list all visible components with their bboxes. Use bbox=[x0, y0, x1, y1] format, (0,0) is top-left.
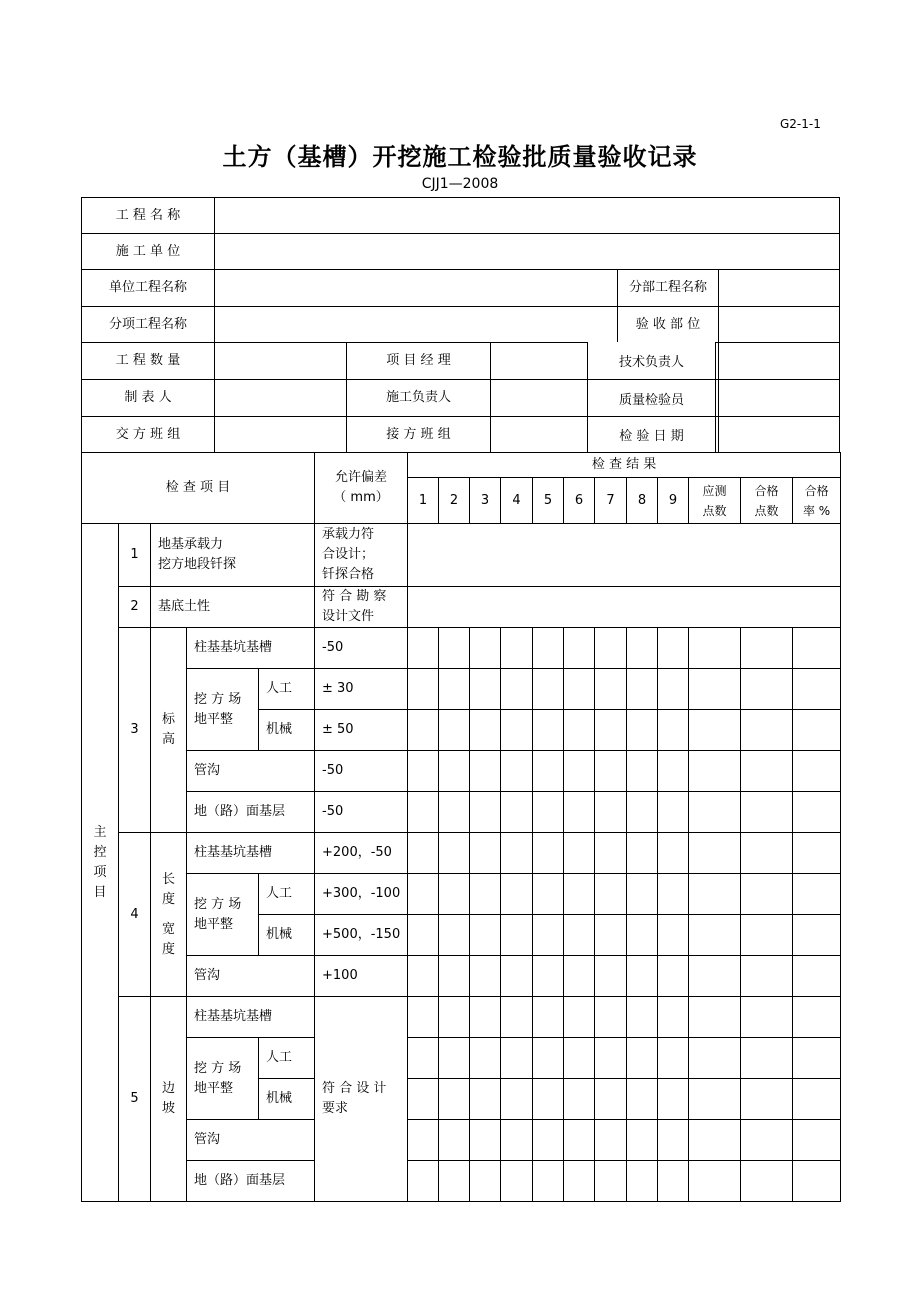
item5-pit: 柱基基坑基槽 bbox=[187, 997, 315, 1038]
cell[interactable] bbox=[793, 1079, 841, 1120]
item4-pit: 柱基基坑基槽 bbox=[187, 833, 315, 874]
cell[interactable] bbox=[689, 1038, 741, 1079]
cell[interactable] bbox=[595, 833, 627, 874]
item2-name: 基底土性 bbox=[151, 587, 315, 628]
cell[interactable] bbox=[533, 1079, 564, 1120]
cell[interactable] bbox=[564, 1120, 595, 1161]
measured-line1: 应测 bbox=[702, 483, 727, 498]
item1-no: 1 bbox=[119, 524, 151, 587]
item1-tolerance bbox=[315, 524, 408, 587]
cell[interactable] bbox=[408, 956, 439, 997]
cell[interactable] bbox=[689, 792, 741, 833]
cell[interactable] bbox=[408, 628, 439, 669]
cell[interactable] bbox=[408, 874, 439, 915]
cell[interactable] bbox=[439, 915, 470, 956]
label-inspection-date: 检 验 日 期 bbox=[587, 417, 716, 452]
cell[interactable] bbox=[501, 1038, 533, 1079]
point-8: 8 bbox=[627, 478, 658, 524]
cell[interactable] bbox=[627, 751, 658, 792]
cell[interactable] bbox=[741, 915, 793, 956]
cell[interactable] bbox=[439, 1038, 470, 1079]
cell[interactable] bbox=[595, 1120, 627, 1161]
cell[interactable] bbox=[741, 956, 793, 997]
inspection-table bbox=[81, 452, 841, 1202]
cell[interactable] bbox=[533, 792, 564, 833]
cell[interactable] bbox=[793, 669, 841, 710]
cell[interactable] bbox=[595, 792, 627, 833]
category-char: 项 bbox=[93, 864, 107, 880]
cell[interactable] bbox=[741, 997, 793, 1038]
cell[interactable] bbox=[595, 669, 627, 710]
value-handover-team[interactable] bbox=[215, 417, 347, 453]
category-char: 主 bbox=[93, 824, 107, 840]
item5-machine: 机械 bbox=[259, 1079, 315, 1120]
value-acceptance-part[interactable] bbox=[719, 307, 840, 343]
cell[interactable] bbox=[595, 710, 627, 751]
cell[interactable] bbox=[689, 710, 741, 751]
cell[interactable] bbox=[793, 833, 841, 874]
cell[interactable] bbox=[533, 1038, 564, 1079]
label-handover-team: 交 方 班 组 bbox=[82, 417, 215, 453]
cell[interactable] bbox=[793, 874, 841, 915]
cell[interactable] bbox=[564, 710, 595, 751]
cell[interactable] bbox=[408, 1120, 439, 1161]
cell[interactable] bbox=[533, 751, 564, 792]
point-4: 4 bbox=[501, 478, 533, 524]
item5-site bbox=[187, 1038, 259, 1120]
cell[interactable] bbox=[408, 669, 439, 710]
cell[interactable] bbox=[439, 997, 470, 1038]
label-project-name: 工 程 名 称 bbox=[82, 198, 215, 234]
cell[interactable] bbox=[658, 792, 689, 833]
cell[interactable] bbox=[501, 1161, 533, 1202]
item4-site bbox=[187, 874, 259, 956]
item1-name bbox=[151, 524, 315, 587]
cell[interactable] bbox=[501, 1079, 533, 1120]
cell[interactable] bbox=[501, 751, 533, 792]
form-code: G2-1-1 bbox=[780, 117, 821, 131]
value-subitem-project[interactable] bbox=[215, 307, 618, 343]
tolerance-line1: 允许偏差 bbox=[335, 470, 388, 485]
cell[interactable] bbox=[689, 874, 741, 915]
item3-group-char: 标 bbox=[161, 712, 175, 727]
label-division-project: 分部工程名称 bbox=[618, 270, 719, 307]
cell[interactable] bbox=[793, 1161, 841, 1202]
cell[interactable] bbox=[501, 792, 533, 833]
cell[interactable] bbox=[627, 628, 658, 669]
item3-manual: 人工 bbox=[259, 669, 315, 710]
cell[interactable] bbox=[564, 1161, 595, 1202]
value-contractor[interactable] bbox=[215, 234, 840, 270]
item5-road: 地（路）面基层 bbox=[187, 1161, 315, 1202]
cell[interactable] bbox=[627, 956, 658, 997]
cell[interactable] bbox=[501, 710, 533, 751]
cell[interactable] bbox=[408, 792, 439, 833]
cell[interactable] bbox=[793, 956, 841, 997]
label-quality-inspector: 质量检验员 bbox=[587, 380, 716, 416]
rate-line1: 合格 bbox=[804, 483, 829, 498]
value-quantity[interactable] bbox=[215, 343, 347, 380]
cell[interactable] bbox=[627, 874, 658, 915]
category-char: 控 bbox=[93, 844, 107, 860]
standard-code: CJJ1—2008 bbox=[421, 176, 499, 192]
label-subitem-project: 分项工程名称 bbox=[82, 307, 215, 343]
point-5: 5 bbox=[533, 478, 564, 524]
cell[interactable] bbox=[595, 1161, 627, 1202]
cell[interactable] bbox=[658, 915, 689, 956]
measured-line2: 点数 bbox=[702, 503, 727, 518]
cell[interactable] bbox=[741, 874, 793, 915]
item3-ditch-tol: -50 bbox=[315, 751, 408, 792]
cell[interactable] bbox=[439, 792, 470, 833]
cell[interactable] bbox=[470, 1120, 501, 1161]
right-label-column bbox=[587, 342, 715, 453]
cell[interactable] bbox=[627, 1079, 658, 1120]
quality-inspector-cell bbox=[719, 380, 840, 417]
item5-no: 5 bbox=[119, 997, 151, 1202]
info-table bbox=[81, 197, 840, 453]
cell[interactable] bbox=[408, 833, 439, 874]
cell[interactable] bbox=[470, 833, 501, 874]
item3-pit-tol: -50 bbox=[315, 628, 408, 669]
cell[interactable] bbox=[689, 1079, 741, 1120]
cell[interactable] bbox=[439, 956, 470, 997]
item4-group-char: 度 bbox=[161, 891, 175, 907]
cell[interactable] bbox=[595, 997, 627, 1038]
cell[interactable] bbox=[595, 956, 627, 997]
cell[interactable] bbox=[741, 710, 793, 751]
cell[interactable] bbox=[627, 833, 658, 874]
point-1: 1 bbox=[408, 478, 439, 524]
item5-tol-line1: 符 合 设 计 bbox=[322, 1081, 387, 1096]
cell[interactable] bbox=[501, 874, 533, 915]
item4-machine-tol: +500，-150 bbox=[315, 915, 408, 956]
cell[interactable] bbox=[689, 1120, 741, 1161]
label-unit-project: 单位工程名称 bbox=[82, 270, 215, 307]
cell[interactable] bbox=[564, 628, 595, 669]
cell[interactable] bbox=[658, 751, 689, 792]
point-9: 9 bbox=[658, 478, 689, 524]
item4-group-char: 度 bbox=[161, 941, 175, 957]
cell[interactable] bbox=[793, 751, 841, 792]
cell[interactable] bbox=[564, 751, 595, 792]
cell[interactable] bbox=[564, 956, 595, 997]
cell[interactable] bbox=[501, 997, 533, 1038]
category-main-control bbox=[82, 524, 119, 1202]
cell[interactable] bbox=[689, 833, 741, 874]
point-7: 7 bbox=[595, 478, 627, 524]
cell[interactable] bbox=[793, 628, 841, 669]
cell[interactable] bbox=[470, 874, 501, 915]
item2-tol-line1: 符 合 勘 察 bbox=[322, 589, 387, 604]
cell[interactable] bbox=[689, 751, 741, 792]
cell[interactable] bbox=[533, 915, 564, 956]
cell[interactable] bbox=[439, 833, 470, 874]
item3-site-line1: 挖 方 场 bbox=[194, 691, 242, 707]
cell[interactable] bbox=[658, 1120, 689, 1161]
cell[interactable] bbox=[408, 997, 439, 1038]
item2-tol-line2: 设计文件 bbox=[322, 609, 375, 624]
cell[interactable] bbox=[439, 1161, 470, 1202]
label-prepared-by: 制 表 人 bbox=[82, 380, 215, 417]
cell[interactable] bbox=[439, 1079, 470, 1120]
header-passed-points bbox=[741, 478, 793, 524]
cell[interactable] bbox=[533, 956, 564, 997]
value-unit-project[interactable] bbox=[215, 270, 618, 307]
cell[interactable] bbox=[658, 833, 689, 874]
cell[interactable] bbox=[564, 792, 595, 833]
label-receiving-team: 接 方 班 组 bbox=[347, 417, 491, 453]
item5-group-char: 边 bbox=[161, 1081, 175, 1096]
cell[interactable] bbox=[533, 833, 564, 874]
cell[interactable] bbox=[741, 1079, 793, 1120]
cell[interactable] bbox=[533, 628, 564, 669]
item3-site bbox=[187, 669, 259, 751]
cell[interactable] bbox=[470, 997, 501, 1038]
item1-tol-line3: 钎探合格 bbox=[322, 567, 375, 582]
cell[interactable] bbox=[564, 1079, 595, 1120]
cell[interactable] bbox=[470, 915, 501, 956]
cell[interactable] bbox=[627, 1161, 658, 1202]
item3-pit: 柱基基坑基槽 bbox=[187, 628, 315, 669]
header-pass-rate bbox=[793, 478, 841, 524]
cell[interactable] bbox=[741, 792, 793, 833]
cell[interactable] bbox=[533, 1120, 564, 1161]
label-contractor: 施 工 单 位 bbox=[82, 234, 215, 270]
cell[interactable] bbox=[564, 833, 595, 874]
item1-tol-line1: 承载力符 bbox=[322, 527, 375, 542]
item2-tolerance bbox=[315, 587, 408, 628]
header-results: 检 查 结 果 bbox=[408, 453, 841, 478]
cell[interactable] bbox=[658, 1161, 689, 1202]
cell[interactable] bbox=[501, 628, 533, 669]
cell[interactable] bbox=[470, 710, 501, 751]
value-division-project[interactable] bbox=[719, 270, 840, 307]
item4-site-line1: 挖 方 场 bbox=[194, 896, 242, 912]
item1-tol-line2: 合设计； bbox=[322, 547, 375, 562]
point-6: 6 bbox=[564, 478, 595, 524]
cell[interactable] bbox=[470, 669, 501, 710]
cell[interactable] bbox=[470, 628, 501, 669]
cell[interactable] bbox=[793, 1120, 841, 1161]
item5-site-line1: 挖 方 场 bbox=[194, 1060, 242, 1076]
item3-no: 3 bbox=[119, 628, 151, 833]
cell[interactable] bbox=[741, 1120, 793, 1161]
header-inspection-item: 检 查 项 目 bbox=[82, 453, 315, 524]
category-char: 目 bbox=[93, 884, 107, 900]
cell[interactable] bbox=[658, 710, 689, 751]
rate-line2: 率 % bbox=[802, 503, 831, 518]
cell[interactable] bbox=[741, 751, 793, 792]
item3-ditch: 管沟 bbox=[187, 751, 315, 792]
cell[interactable] bbox=[627, 915, 658, 956]
cell[interactable] bbox=[470, 1161, 501, 1202]
cell[interactable] bbox=[627, 710, 658, 751]
cell[interactable] bbox=[627, 1120, 658, 1161]
passed-line2: 点数 bbox=[754, 503, 779, 518]
cell[interactable] bbox=[627, 792, 658, 833]
tech-lead-cell bbox=[719, 343, 840, 380]
item4-ditch: 管沟 bbox=[187, 956, 315, 997]
cell[interactable] bbox=[689, 997, 741, 1038]
cell[interactable] bbox=[501, 1120, 533, 1161]
cell[interactable] bbox=[793, 915, 841, 956]
item3-machine: 机械 bbox=[259, 710, 315, 751]
cell[interactable] bbox=[470, 751, 501, 792]
label-tech-lead: 技术负责人 bbox=[587, 342, 716, 379]
cell[interactable] bbox=[533, 669, 564, 710]
item5-ditch: 管沟 bbox=[187, 1120, 315, 1161]
cell[interactable] bbox=[470, 792, 501, 833]
passed-line1: 合格 bbox=[754, 483, 779, 498]
cell[interactable] bbox=[689, 956, 741, 997]
cell[interactable] bbox=[470, 1079, 501, 1120]
cell[interactable] bbox=[533, 710, 564, 751]
point-2: 2 bbox=[439, 478, 470, 524]
cell[interactable] bbox=[439, 874, 470, 915]
cell[interactable] bbox=[689, 669, 741, 710]
cell[interactable] bbox=[564, 1038, 595, 1079]
value-project-name[interactable] bbox=[215, 198, 840, 234]
cell[interactable] bbox=[470, 1038, 501, 1079]
cell[interactable] bbox=[408, 915, 439, 956]
cell[interactable] bbox=[741, 833, 793, 874]
cell[interactable] bbox=[595, 874, 627, 915]
item3-site-line2: 地平整 bbox=[194, 711, 234, 727]
cell[interactable] bbox=[408, 1038, 439, 1079]
cell[interactable] bbox=[501, 669, 533, 710]
item5-group bbox=[151, 997, 187, 1202]
cell[interactable] bbox=[595, 1038, 627, 1079]
item3-road: 地（路）面基层 bbox=[187, 792, 315, 833]
header-tolerance bbox=[315, 453, 408, 524]
cell[interactable] bbox=[595, 628, 627, 669]
label-acceptance-part: 验 收 部 位 bbox=[618, 307, 719, 343]
cell[interactable] bbox=[595, 751, 627, 792]
cell[interactable] bbox=[439, 669, 470, 710]
cell[interactable] bbox=[741, 628, 793, 669]
item4-manual: 人工 bbox=[259, 874, 315, 915]
cell[interactable] bbox=[658, 1038, 689, 1079]
cell[interactable] bbox=[793, 1038, 841, 1079]
cell[interactable] bbox=[658, 628, 689, 669]
label-construction-lead: 施工负责人 bbox=[347, 380, 491, 417]
point-3: 3 bbox=[470, 478, 501, 524]
cell[interactable] bbox=[658, 956, 689, 997]
cell[interactable] bbox=[793, 792, 841, 833]
cell[interactable] bbox=[439, 628, 470, 669]
item1-name-line1: 地基承载力 bbox=[158, 537, 224, 552]
cell[interactable] bbox=[689, 628, 741, 669]
cell[interactable] bbox=[533, 1161, 564, 1202]
item1-results[interactable] bbox=[408, 524, 841, 587]
item3-group-char: 高 bbox=[161, 732, 175, 747]
label-quantity: 工 程 数 量 bbox=[82, 343, 215, 380]
cell[interactable] bbox=[533, 997, 564, 1038]
cell[interactable] bbox=[501, 956, 533, 997]
cell[interactable] bbox=[595, 1079, 627, 1120]
item5-tolerance bbox=[315, 997, 408, 1202]
item4-group-char: 长 bbox=[161, 871, 175, 887]
item3-group bbox=[151, 628, 187, 833]
item3-manual-tol: ± 30 bbox=[315, 669, 408, 710]
item3-machine-tol: ± 50 bbox=[315, 710, 408, 751]
item4-group bbox=[151, 833, 187, 997]
item4-pit-tol: +200，-50 bbox=[315, 833, 408, 874]
item5-manual: 人工 bbox=[259, 1038, 315, 1079]
label-project-manager: 项 目 经 理 bbox=[347, 343, 491, 380]
item3-road-tol: -50 bbox=[315, 792, 408, 833]
form-title: 土方（基槽）开挖施工检验批质量验收记录 bbox=[222, 143, 698, 171]
cell[interactable] bbox=[658, 997, 689, 1038]
cell[interactable] bbox=[793, 710, 841, 751]
cell[interactable] bbox=[793, 997, 841, 1038]
cell[interactable] bbox=[689, 1161, 741, 1202]
cell[interactable] bbox=[408, 710, 439, 751]
cell[interactable] bbox=[564, 669, 595, 710]
item2-results[interactable] bbox=[408, 587, 841, 628]
cell[interactable] bbox=[658, 1079, 689, 1120]
cell[interactable] bbox=[439, 1120, 470, 1161]
cell[interactable] bbox=[501, 915, 533, 956]
item4-machine: 机械 bbox=[259, 915, 315, 956]
cell[interactable] bbox=[564, 997, 595, 1038]
cell[interactable] bbox=[741, 1161, 793, 1202]
cell[interactable] bbox=[627, 1038, 658, 1079]
item4-site-line2: 地平整 bbox=[194, 916, 234, 932]
cell[interactable] bbox=[741, 1038, 793, 1079]
item2-no: 2 bbox=[119, 587, 151, 628]
item5-group-char: 坡 bbox=[161, 1101, 175, 1116]
item5-tol-line2: 要求 bbox=[322, 1101, 349, 1116]
item4-manual-tol: +300，-100 bbox=[315, 874, 408, 915]
cell[interactable] bbox=[689, 915, 741, 956]
header-measured-points bbox=[689, 478, 741, 524]
cell[interactable] bbox=[501, 833, 533, 874]
value-prepared-by[interactable] bbox=[215, 380, 347, 417]
tolerance-line2: （ mm） bbox=[333, 490, 389, 505]
item5-site-line2: 地平整 bbox=[194, 1080, 234, 1096]
cell[interactable] bbox=[627, 669, 658, 710]
cell[interactable] bbox=[408, 1079, 439, 1120]
cell[interactable] bbox=[439, 710, 470, 751]
item4-ditch-tol: +100 bbox=[315, 956, 408, 997]
cell[interactable] bbox=[533, 874, 564, 915]
cell[interactable] bbox=[741, 669, 793, 710]
cell[interactable] bbox=[564, 915, 595, 956]
cell[interactable] bbox=[408, 1161, 439, 1202]
cell[interactable] bbox=[658, 669, 689, 710]
cell[interactable] bbox=[470, 956, 501, 997]
item4-no: 4 bbox=[119, 833, 151, 997]
item4-group-char: 宽 bbox=[161, 921, 175, 937]
cell[interactable] bbox=[408, 751, 439, 792]
inspection-date-cell bbox=[719, 417, 840, 453]
cell[interactable] bbox=[439, 751, 470, 792]
cell[interactable] bbox=[564, 874, 595, 915]
item1-name-line2: 挖方地段钎探 bbox=[158, 557, 237, 572]
cell[interactable] bbox=[627, 997, 658, 1038]
cell[interactable] bbox=[658, 874, 689, 915]
cell[interactable] bbox=[595, 915, 627, 956]
